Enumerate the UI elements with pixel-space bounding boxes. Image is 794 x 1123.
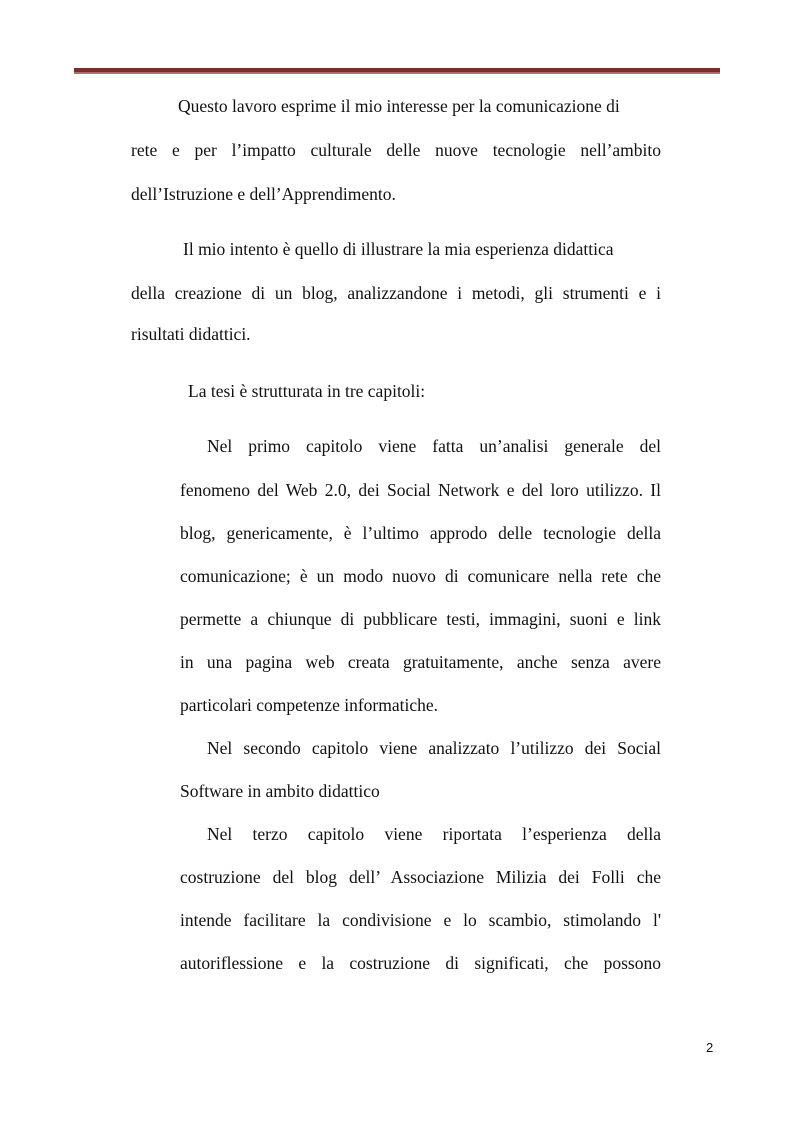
chapter2-line-1: Nel secondo capitolo viene analizzato l’utilizzo dei Social — [207, 738, 661, 758]
chapter1-line-6: in una pagina web creata gratuitamente, anche senza avere — [180, 652, 661, 672]
structure-intro: La tesi è strutturata in tre capitoli: — [188, 381, 426, 401]
paragraph2-line-2: della creazione di un blog, analizzandone i metodi, gli strumenti e i — [131, 283, 661, 303]
chapter3-line-2: costruzione del blog dell’ Associazione Milizia dei Folli che — [180, 867, 661, 887]
chapter1-line-3: blog, genericamente, è l’ultimo approdo delle tecnologie della — [180, 523, 661, 543]
header-rule-shadow — [74, 72, 720, 74]
chapter2-line-2: Software in ambito didattico — [180, 781, 380, 801]
paragraph1-line-2: rete e per l’impatto culturale delle nuove tecnologie nell’ambito — [131, 140, 661, 160]
page-number: 2 — [706, 1040, 714, 1055]
chapter1-line-2: fenomeno del Web 2.0, dei Social Network e del loro utilizzo. Il — [180, 480, 661, 500]
paragraph2-line-1: Il mio intento è quello di illustrare la mia esperienza didattica — [183, 239, 614, 259]
paragraph1-line-3: dell’Istruzione e dell’Apprendimento. — [131, 184, 396, 204]
chapter1-line-7: particolari competenze informatiche. — [180, 695, 438, 715]
chapter1-line-4: comunicazione; è un modo nuovo di comunicare nella rete che — [180, 566, 661, 586]
chapter1-line-1: Nel primo capitolo viene fatta un’analisi generale del — [207, 436, 661, 456]
chapter3-line-1: Nel terzo capitolo viene riportata l’esperienza della — [207, 824, 661, 844]
chapter1-line-5: permette a chiunque di pubblicare testi, immagini, suoni e link — [180, 609, 661, 629]
paragraph2-line-3: risultati didattici. — [131, 324, 251, 344]
chapter3-line-4: autoriflessione e la costruzione di significati, che possono — [180, 953, 661, 973]
paragraph1-line-1: Questo lavoro esprime il mio interesse per la comunicazione di — [178, 96, 620, 116]
chapter3-line-3: intende facilitare la condivisione e lo scambio, stimolando l' — [180, 910, 661, 930]
